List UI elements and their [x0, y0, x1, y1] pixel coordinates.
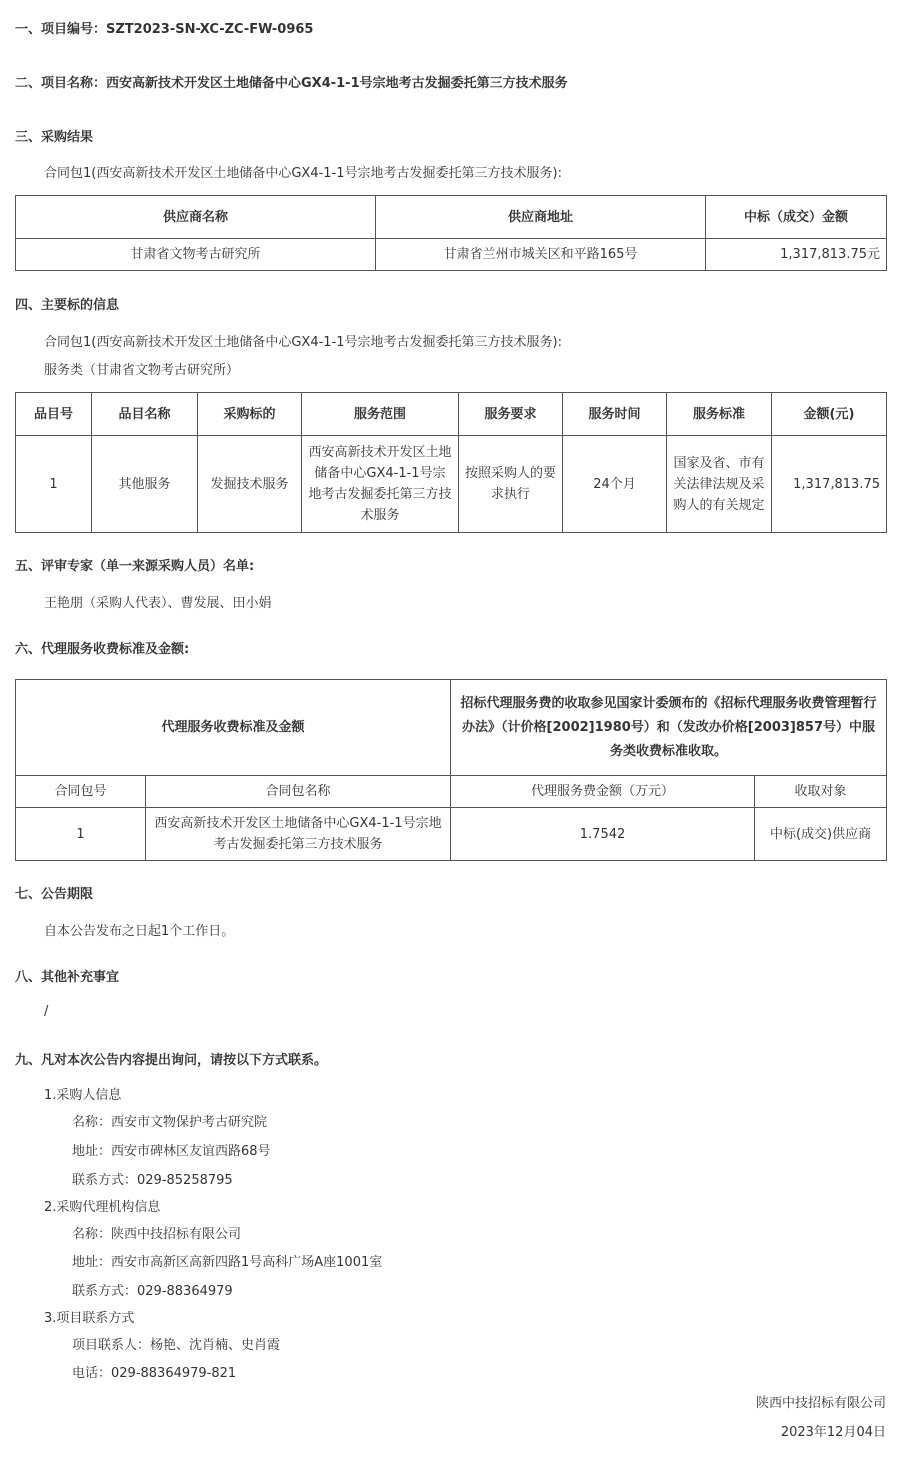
- table-header: 品目号: [16, 393, 92, 436]
- table-header: 收取对象: [755, 776, 887, 808]
- project-number: 一、项目编号：SZT2023-SN-XC-ZC-FW-0965: [15, 22, 314, 37]
- purchaser-title: 1.采购人信息: [44, 1088, 122, 1103]
- table-header: 金额(元): [772, 393, 887, 436]
- table-cell: 1: [16, 808, 146, 861]
- purchaser-phone: 联系方式：029-85258795: [72, 1173, 233, 1188]
- table-header: 供应商名称: [16, 196, 376, 239]
- project-contact-person: 项目联系人：杨艳、沈肖楠、史肖霞: [72, 1338, 281, 1353]
- footer-date: 2023年12月04日: [780, 1425, 886, 1440]
- table-header: 合同包名称: [146, 776, 451, 808]
- table-cell: 甘肃省文物考古研究所: [16, 239, 376, 271]
- purchaser-address: 地址：西安市碑林区友谊西路68号: [72, 1144, 271, 1159]
- subject-category-line: 服务类（甘肃省文物考古研究所）: [44, 363, 240, 378]
- purchaser-name: 名称：西安市文物保护考古研究院: [72, 1115, 268, 1130]
- section-heading-contacts: 九、凡对本次公告内容提出询问，请按以下方式联系。: [15, 1053, 328, 1068]
- other-text: /: [44, 1004, 49, 1019]
- table-row: [16, 808, 887, 861]
- experts-list: 王艳朋（采购人代表）、曹发展、田小娟: [44, 596, 272, 611]
- section-heading-agency-fee: 六、代理服务收费标准及金额:: [15, 642, 190, 657]
- table-header: 代理服务费金额（万元）: [451, 776, 755, 808]
- agency-phone: 联系方式：029-88364979: [72, 1284, 233, 1299]
- section-heading-period: 七、公告期限: [15, 887, 94, 902]
- table-header: 服务时间: [563, 393, 667, 436]
- project-name: 二、项目名称：西安高新技术开发区土地储备中心GX4-1-1号宗地考古发掘委托第三方技术服务: [15, 76, 568, 91]
- table-header: 服务标准: [667, 393, 772, 436]
- subject-table: [15, 392, 887, 533]
- table-header: 服务要求: [459, 393, 563, 436]
- agency-fee-standard: 招标代理服务费的收取参见国家计委颁布的《招标代理服务收费管理暂行办法》（计价格[2002]1980号）和（发改办价格[2003]857号）中服务类收费标准收取。: [451, 680, 887, 776]
- table-row: [16, 436, 887, 533]
- table-cell: 西安高新技术开发区土地储备中心GX4-1-1号宗地考古发掘委托第三方技术服务: [302, 436, 459, 533]
- result-table: [15, 195, 887, 271]
- agency-fee-title: 代理服务收费标准及金额: [16, 680, 451, 776]
- table-cell: 1.7542: [451, 808, 755, 861]
- table-header: 采购标的: [198, 393, 302, 436]
- table-header: 中标（成交）金额: [706, 196, 887, 239]
- section-heading-experts: 五、评审专家（单一来源采购人员）名单:: [15, 559, 255, 574]
- section-heading-other: 八、其他补充事宜: [15, 970, 120, 985]
- table-cell: 甘肃省兰州市城关区和平路165号: [376, 239, 706, 271]
- table-cell: 1: [16, 436, 92, 533]
- table-cell: 1,317,813.75: [772, 436, 887, 533]
- project-contact-phone: 电话：029-88364979-821: [72, 1366, 237, 1381]
- section-heading-results: 三、采购结果: [15, 130, 94, 145]
- table-cell: 按照采购人的要求执行: [459, 436, 563, 533]
- table-cell: 24个月: [563, 436, 667, 533]
- table-cell: 1,317,813.75元: [706, 239, 887, 271]
- agency-fee-table: [15, 679, 887, 861]
- table-cell: 西安高新技术开发区土地储备中心GX4-1-1号宗地考古发掘委托第三方技术服务: [146, 808, 451, 861]
- table-header: 服务范围: [302, 393, 459, 436]
- table-header: 品目名称: [92, 393, 198, 436]
- agency-name: 名称：陕西中技招标有限公司: [72, 1227, 242, 1242]
- table-row: [16, 239, 887, 271]
- table-cell: 其他服务: [92, 436, 198, 533]
- subject-package-line: 合同包1(西安高新技术开发区土地储备中心GX4-1-1号宗地考古发掘委托第三方技术服务):: [44, 335, 562, 350]
- agency-address: 地址：西安市高新区高新四路1号高科广场A座1001室: [72, 1255, 383, 1270]
- table-cell: 中标(成交)供应商: [755, 808, 887, 861]
- agency-title: 2.采购代理机构信息: [44, 1200, 161, 1215]
- period-text: 自本公告发布之日起1个工作日。: [44, 924, 235, 939]
- table-cell: 发掘技术服务: [198, 436, 302, 533]
- table-header: 供应商地址: [376, 196, 706, 239]
- result-package-line: 合同包1(西安高新技术开发区土地储备中心GX4-1-1号宗地考古发掘委托第三方技术服务):: [44, 166, 562, 181]
- table-header: 合同包号: [16, 776, 146, 808]
- footer-company: 陕西中技招标有限公司: [755, 1396, 886, 1411]
- project-contact-title: 3.项目联系方式: [44, 1311, 135, 1326]
- section-heading-subject: 四、主要标的信息: [15, 298, 120, 313]
- table-cell: 国家及省、市有关法律法规及采购人的有关规定: [667, 436, 772, 533]
